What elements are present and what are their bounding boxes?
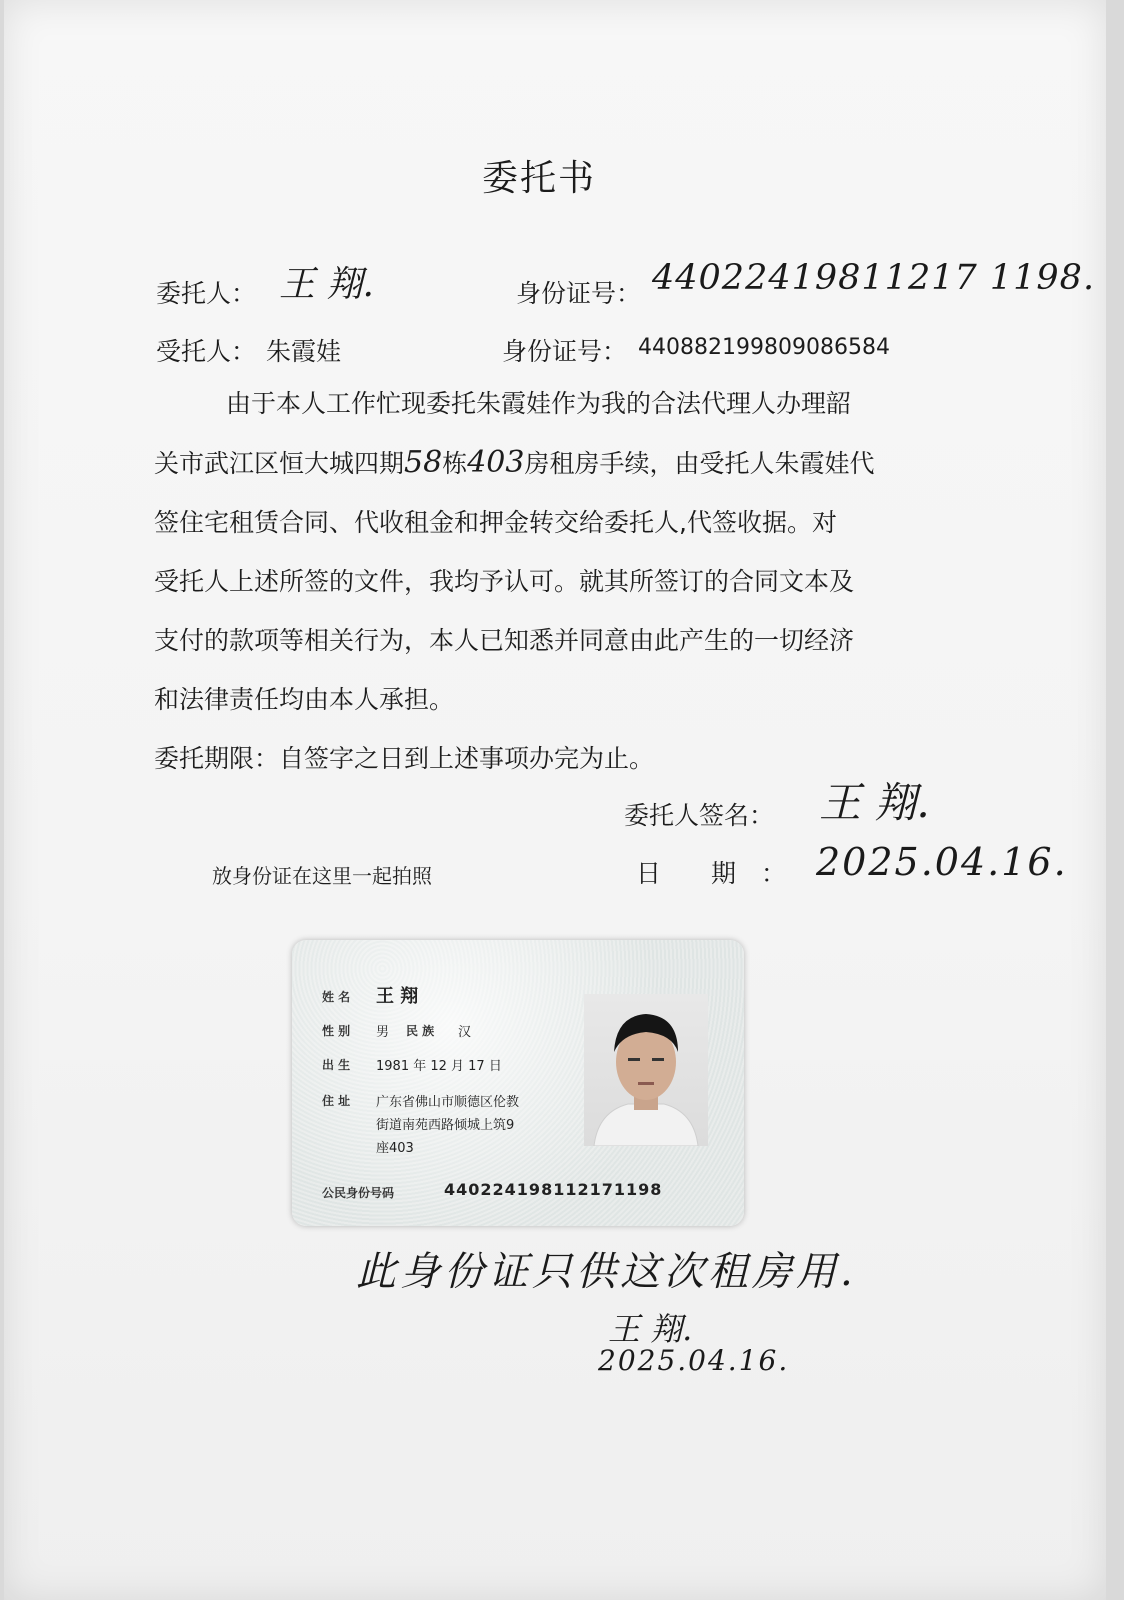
date-label: 日 期 ： <box>636 859 787 888</box>
portrait-icon <box>584 994 708 1146</box>
id-number: 440224198112171198 <box>444 1180 663 1199</box>
principal-signature: 王 翔. <box>819 778 930 827</box>
id-address-line: 座403 <box>376 1141 414 1156</box>
id-name: 王 翔 <box>376 986 419 1007</box>
room-number-handwritten: 403 <box>467 445 525 480</box>
id-ethnicity: 汉 <box>458 1025 472 1040</box>
agent-name: 朱霞娃 <box>266 337 342 366</box>
id-sex-label: 性 别 <box>322 1024 351 1038</box>
body-text: 关市武江区恒大城四期 <box>154 449 405 478</box>
id-birth-label: 出 生 <box>322 1058 351 1072</box>
id-portrait-photo <box>584 994 708 1146</box>
body-line: 由于本人工作忙现委托朱霞娃作为我的合法代理人办理韶 <box>226 389 852 418</box>
handwritten-note-date: 2025.04.16. <box>598 1344 790 1377</box>
id-address-label: 住 址 <box>322 1094 351 1108</box>
body-line <box>154 433 934 493</box>
id-address-line: 广东省佛山市顺德区伦教 <box>376 1095 520 1110</box>
document-page <box>4 0 1106 1600</box>
id-number-label: 公民身份号码 <box>322 1186 395 1200</box>
body-paragraph <box>154 374 934 788</box>
id-photo-note: 放身份证在这里一起拍照 <box>212 864 432 888</box>
id-name-label: 姓 名 <box>322 990 351 1004</box>
document-title: 委托书 <box>482 158 597 199</box>
id-sex: 男 <box>376 1025 390 1040</box>
principal-id-handwritten: 44022419811217 1198. <box>652 258 1096 298</box>
agent-id: 440882199809086584 <box>638 335 890 360</box>
body-text: 房租房手续，由受托人朱霞娃代 <box>524 449 875 478</box>
body-line: 和法律责任均由本人承担。 <box>154 685 455 714</box>
id-card-image <box>292 940 744 1226</box>
body-line: 签住宅租赁合同、代收租金和押金转交给委托人,代签收据。对 <box>154 508 837 537</box>
principal-name-handwritten: 王 翔. <box>279 264 374 305</box>
handwritten-note-signature: 王 翔. <box>608 1310 693 1348</box>
signature-label: 委托人签名： <box>624 801 775 830</box>
term-line: 委托期限：自签字之日到上述事项办完为止。 <box>154 744 655 773</box>
agent-label: 受托人： <box>156 337 257 366</box>
signed-date-handwritten: 2025.04.16. <box>816 840 1068 884</box>
building-number-handwritten: 58 <box>404 445 443 480</box>
body-line: 支付的款项等相关行为，本人已知悉并同意由此产生的一切经济 <box>154 626 855 655</box>
body-text: 栋 <box>442 449 468 478</box>
principal-id-label: 身份证号： <box>516 279 642 308</box>
body-line: 受托人上述所签的文件，我均予认可。就其所签订的合同文本及 <box>154 567 855 596</box>
agent-id-label: 身份证号： <box>502 337 628 366</box>
id-ethnicity-label: 民 族 <box>406 1024 435 1038</box>
id-birth: 1981 年 12 月 17 日 <box>376 1059 502 1074</box>
principal-label: 委托人： <box>156 279 257 308</box>
id-address-line: 街道南苑西路倾城上筑9 <box>376 1118 515 1133</box>
handwritten-usage-note: 此身份证只供这次租房用. <box>356 1249 857 1295</box>
